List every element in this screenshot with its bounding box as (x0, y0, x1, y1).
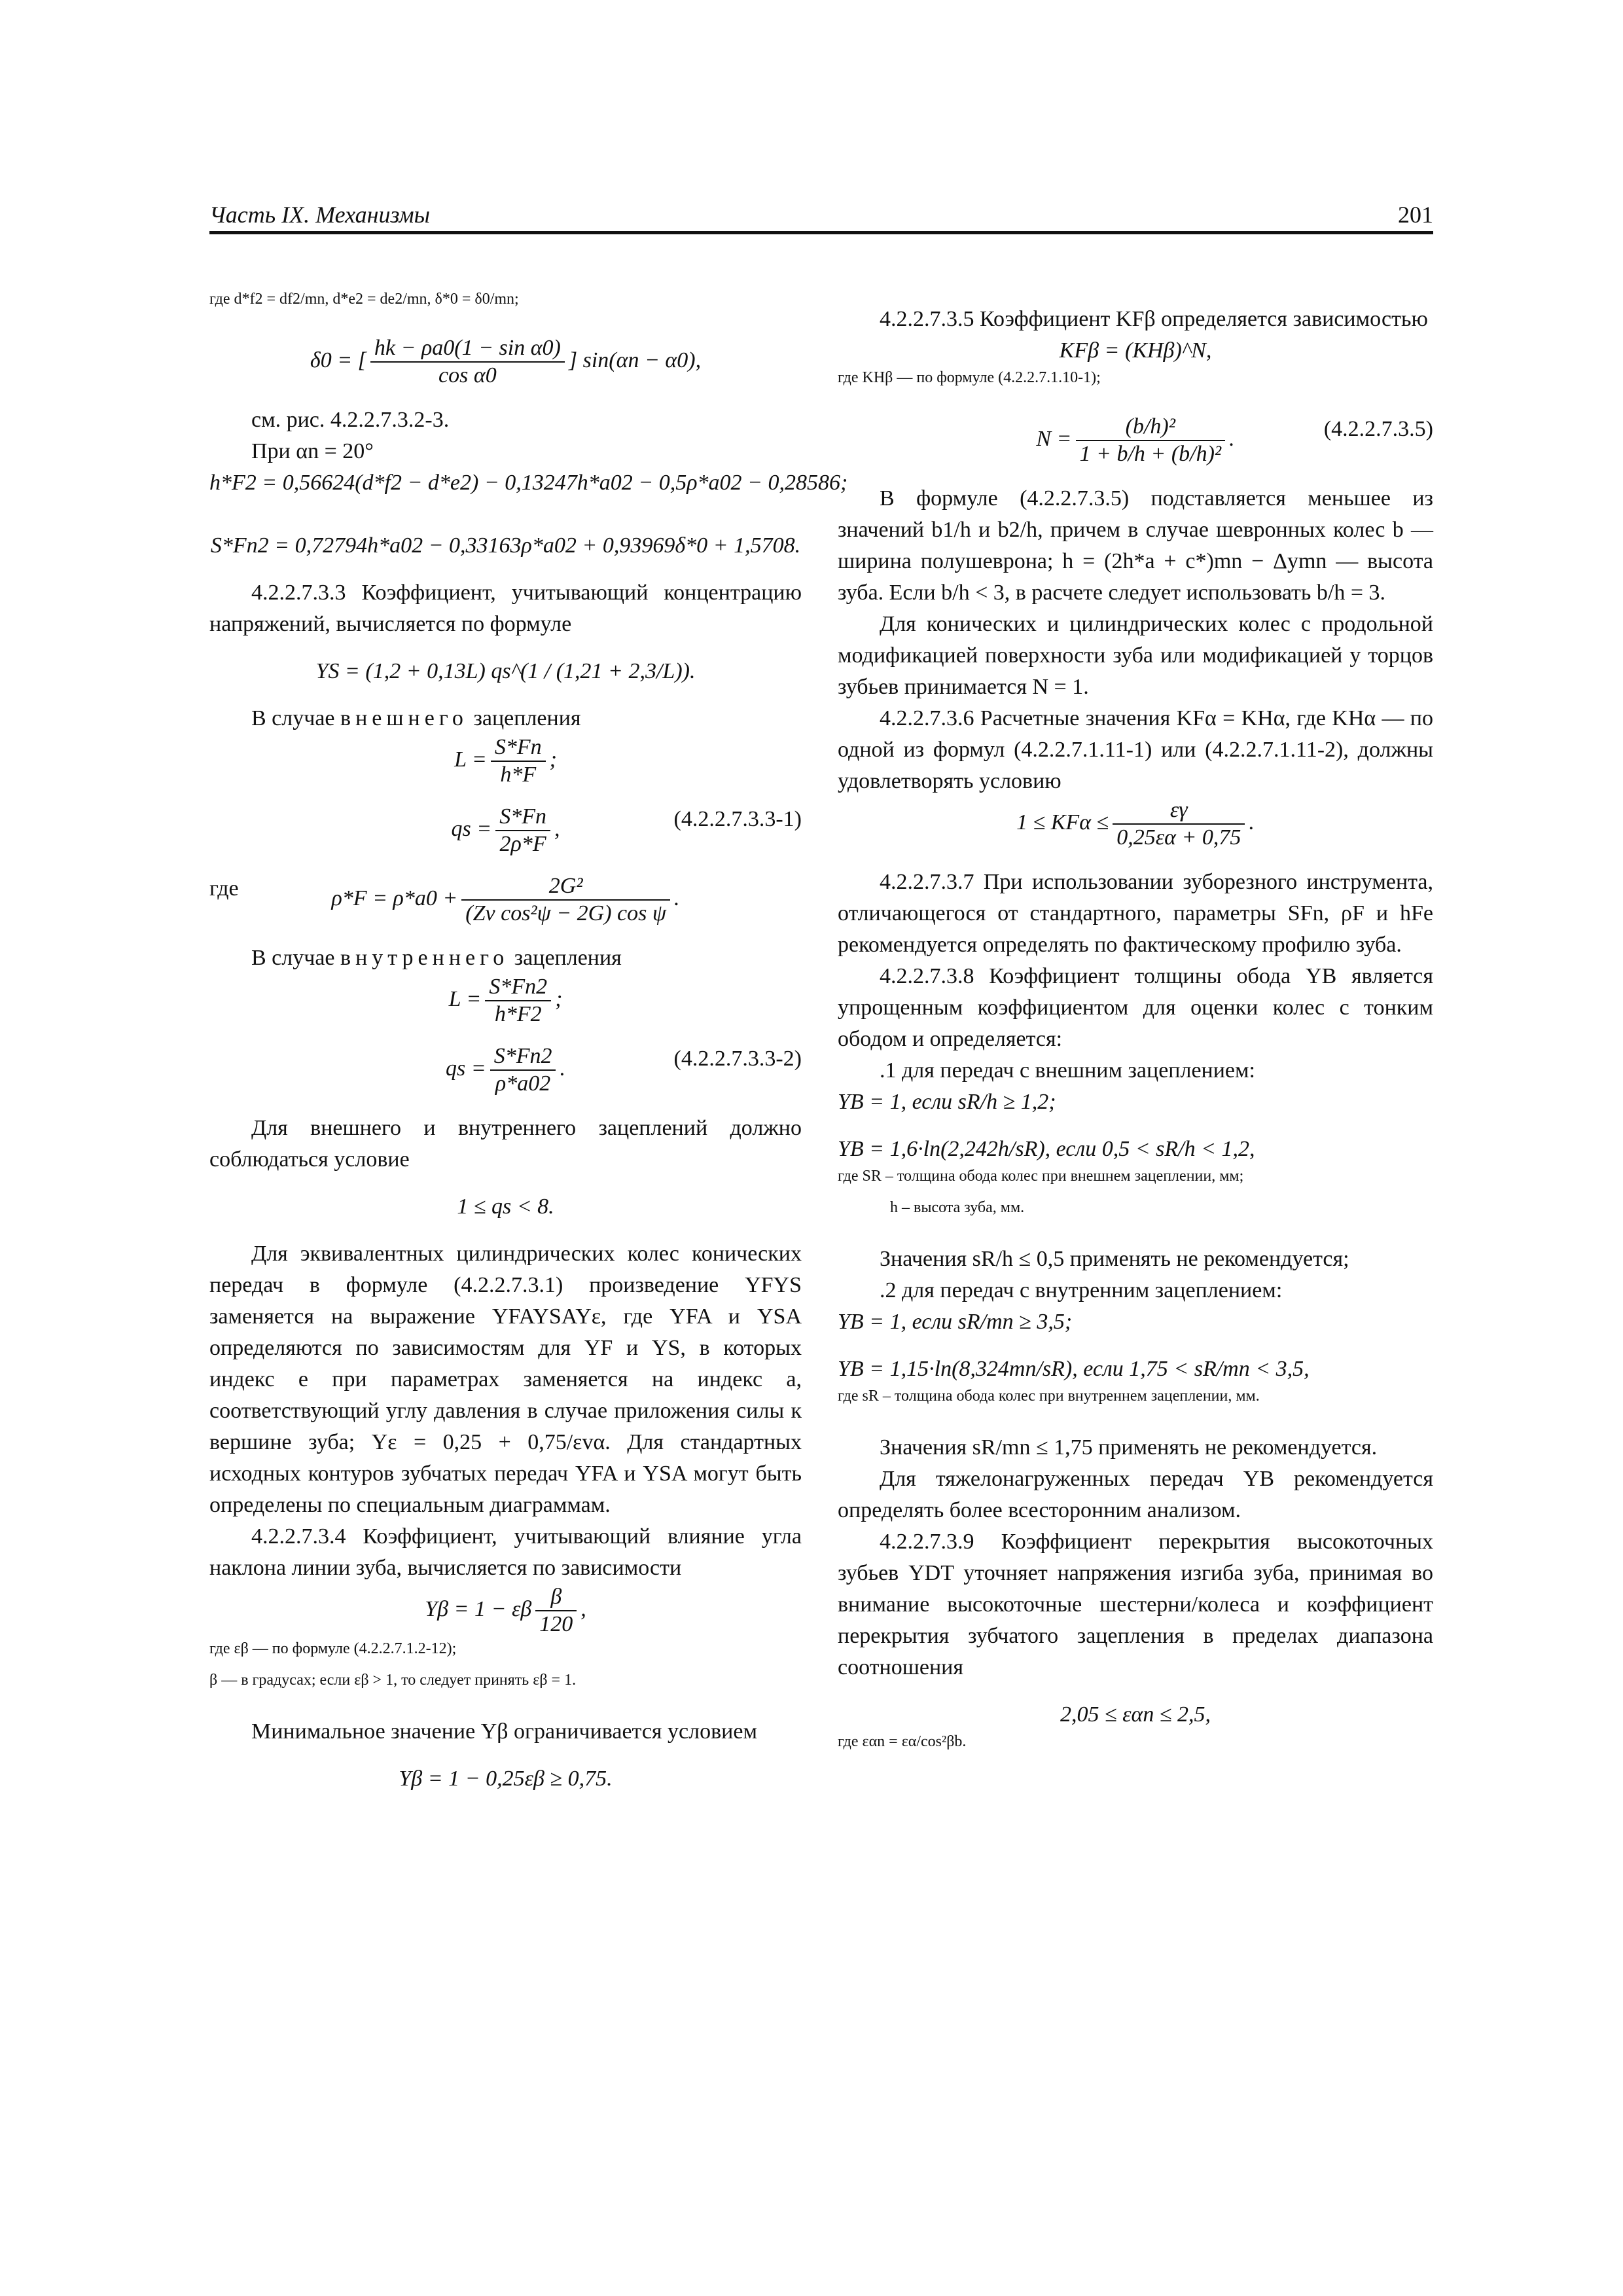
formula-part: ] sin(αn − α0), (568, 348, 702, 372)
value-note-2: Значения sR/mn ≤ 1,75 применять не рекомендуется. (880, 1435, 1378, 1460)
heading-text: В случае (251, 946, 335, 970)
formula-part: Yβ = 1 − εβ (425, 1596, 532, 1621)
page-header (209, 200, 1433, 234)
left-column (209, 288, 848, 1795)
kfbeta-note: где KHβ — по формуле (4.2.2.7.1.10-1); (838, 369, 1101, 386)
formula-part: δ0 = [ (310, 348, 366, 372)
where-label: где (209, 876, 239, 901)
paragraph-conic-gears: Для конических и цилиндрических колес с продольной модификацией поверхности зуба или модификацией у торцов зубьев принимается N = 1. (838, 612, 1433, 699)
formula-part: ; (555, 986, 563, 1011)
formula-part: L = (454, 747, 487, 772)
paragraph-4.2.2.7.3.7: 4.2.2.7.3.7 При использовании зуборезного инструмента, отличающегося от стандартного, параметры SFn, ρF и hFe рекомендуется определять по фактическому профилю зуба. (838, 870, 1433, 957)
denominator: h*F (500, 762, 537, 787)
formula-ys: YS = (1,2 + 0,13L) qs^(1 / (1,21 + 2,3/L)). (315, 659, 696, 683)
formula-yb-1: YB = 1, если sR/h ≥ 1,2; (838, 1090, 1056, 1114)
formula-qs-external (209, 804, 802, 857)
formula-part: . (674, 886, 680, 910)
sr-note-internal: где sR – толщина обода колес при внутреннем зацеплении, мм. (838, 1388, 1260, 1405)
formula-ybeta (209, 1584, 802, 1638)
formula-yb-3: YB = 1, если sR/mn ≥ 3,5; (838, 1310, 1073, 1334)
formula-delta0 (209, 335, 802, 389)
numerator: (b/h)² (1076, 414, 1226, 441)
denominator: cos α0 (438, 363, 497, 387)
numerator: S*Fn2 (490, 1043, 556, 1071)
denominator: 0,25εα + 0,75 (1116, 825, 1241, 850)
numerator: S*Fn (491, 734, 546, 762)
paragraph-4.2.2.7.3.4: 4.2.2.7.3.4 Коэффициент, учитывающий влияние угла наклона линии зуба, вычисляется по зависимости (209, 1524, 802, 1580)
formula-h: h*F2 = 0,56624(d*f2 − d*e2) − 0,13247h*a02 − 0,5ρ*a02 − 0,28586; (209, 471, 848, 495)
fraction (1076, 414, 1226, 467)
formula-N (838, 414, 1433, 467)
angle-condition: При αn = 20° (251, 439, 374, 463)
denominator: 1 + b/h + (b/h)² (1079, 442, 1222, 466)
numerator: S*Fn (495, 804, 550, 831)
epsilon-note: где εαn = εα/cos²βb. (838, 1733, 967, 1750)
heading-text: зацепления (514, 946, 622, 970)
ybeta-note-2: β — в градусах; если εβ > 1, то следует принять εβ = 1. (209, 1672, 577, 1689)
formula-ybeta-min: Yβ = 1 − 0,25εβ ≥ 0,75. (399, 1767, 613, 1791)
formula-part: . (560, 1056, 565, 1081)
paragraph-formula-note: В формуле (4.2.2.7.3.5) подставляется меньшее из значений b1/h и b2/h, причем в случае шевронных колес b — ширина полушеврона; h = (2h*a + c*)mn − Δymn — высота зуба. Если b/h < 3, в расчете следует использовать b/h = 3. (838, 486, 1433, 605)
denominator: (Zv cos²ψ − 2G) cos ψ (465, 901, 666, 925)
denominator: ρ*a02 (495, 1071, 551, 1096)
formula-range: 2,05 ≤ εαn ≤ 2,5, (1060, 1702, 1211, 1727)
running-title: Часть IX. Механизмы (209, 202, 430, 228)
heading-emphasis: внутреннего (340, 946, 509, 970)
fraction (461, 873, 670, 927)
numerator: S*Fn2 (485, 974, 551, 1001)
paragraph-4.2.2.7.3.6: 4.2.2.7.3.6 Расчетные значения KFα = KHα, где KHα — по одной из формул (4.2.2.7.1.11-1) или (4.2.2.7.1.11-2), должны удовлетворять условию (838, 706, 1433, 793)
fraction (485, 974, 551, 1028)
external-mesh-heading (209, 703, 802, 734)
denominator: h*F2 (494, 1002, 542, 1026)
page-number: 201 (1398, 202, 1433, 228)
definition-note: где d*f2 = df2/mn, d*e2 = de2/mn, δ*0 = δ0/mn; (209, 291, 519, 308)
list-item-2: .2 для передач с внутренним зацеплением: (880, 1278, 1283, 1302)
right-column (838, 288, 1433, 1762)
h-note: h – высота зуба, мм. (890, 1199, 1025, 1216)
list-item-1: .1 для передач с внешним зацеплением: (880, 1058, 1255, 1083)
formula-kfalpha (838, 797, 1433, 851)
internal-mesh-heading (209, 942, 802, 974)
paragraph-heavy-load: Для тяжелонагруженных передач YB рекомендуется определять более всесторонним анализом. (838, 1467, 1433, 1522)
paragraph-condition: Для внешнего и внутреннего зацеплений должно соблюдаться условие (209, 1116, 802, 1172)
formula-L-internal (209, 974, 802, 1028)
denominator: 2ρ*F (499, 832, 546, 856)
formula-part: N = (1036, 426, 1072, 451)
ybeta-note-1: где εβ — по формуле (4.2.2.7.1.2-12); (209, 1640, 457, 1657)
formula-part: qs = (451, 816, 492, 841)
formula-part: qs = (446, 1056, 486, 1081)
formula-part: L = (448, 986, 482, 1011)
figure-reference: см. рис. 4.2.2.7.3.2-3. (251, 408, 450, 432)
numerator: εγ (1113, 797, 1245, 825)
fraction (1113, 797, 1245, 851)
paragraph-equivalent-gears: Для эквивалентных цилиндрических колес конических передач в формуле (4.2.2.7.3.1) произведение YFYS заменяется на выражение YFAYSAYε, где YFA и YSA определяются по зависимостям для YF и YS, в которых индекс e при параметрах заменяется на индекс a, соответствующий углу давления в случае приложения силы к вершине зуба; Yε = 0,25 + 0,75/εvα. Для стандартных исходных контуров зубчатых передач YFA и YSA могут быть определены по специальным диаграммам. (209, 1242, 802, 1517)
fraction (491, 734, 546, 788)
formula-L-external (209, 734, 802, 788)
formula-qs-internal (209, 1043, 802, 1097)
value-note-1: Значения sR/h ≤ 0,5 применять не рекомендуется; (880, 1247, 1349, 1271)
paragraph-4.2.2.7.3.5: 4.2.2.7.3.5 Коэффициент KFβ определяется зависимостью (880, 307, 1428, 331)
formula-yb-2: YB = 1,6·ln(2,242h/sR), если 0,5 < sR/h < 1,2, (838, 1137, 1255, 1161)
formula-rho (209, 873, 802, 927)
formula-part: ; (549, 747, 557, 772)
paragraph-4.2.2.7.3.9: 4.2.2.7.3.9 Коэффициент перекрытия высокоточных зубьев YDT уточняет напряжения изгиба зуба, принимая во внимание высокоточные шестерни/колеса и коэффициент перекрытия зубчатого зацепления в пределах диапазона соотношения (838, 1530, 1433, 1679)
numerator: 2G² (461, 873, 670, 901)
paragraph-minimum: Минимальное значение Yβ ограничивается условием (251, 1719, 757, 1744)
heading-text: В случае (251, 706, 335, 730)
denominator: 120 (539, 1612, 573, 1636)
formula-s: S*Fn2 = 0,72794h*a02 − 0,33163ρ*a02 + 0,93969δ*0 + 1,5708. (210, 533, 801, 558)
formula-part: . (1249, 810, 1255, 834)
fraction (535, 1584, 577, 1638)
formula-part: . (1229, 426, 1235, 451)
heading-emphasis: внешнего (340, 706, 468, 730)
formula-part: ρ*F = ρ*a0 + (331, 886, 458, 910)
equation-number: (4.2.2.7.3.3-1) (673, 807, 802, 831)
fraction (370, 335, 565, 389)
heading-text: зацепления (473, 706, 581, 730)
fraction (490, 1043, 556, 1097)
formula-part: 1 ≤ KFα ≤ (1016, 810, 1109, 834)
paragraph-4.2.2.7.3.8: 4.2.2.7.3.8 Коэффициент толщины обода YB является упрощенным коэффициентом для оценки колес с тонким ободом и определяется: (838, 964, 1433, 1051)
numerator: hk − ρa0(1 − sin α0) (370, 335, 565, 363)
formula-condition: 1 ≤ qs < 8. (457, 1194, 554, 1219)
equation-number: (4.2.2.7.3.3-2) (673, 1047, 802, 1071)
sr-note-external: где SR – толщина обода колес при внешнем зацеплении, мм; (838, 1168, 1244, 1185)
paragraph-4.2.2.7.3.3: 4.2.2.7.3.3 Коэффициент, учитывающий концентрацию напряжений, вычисляется по формуле (209, 581, 802, 636)
fraction (495, 804, 550, 857)
numerator: β (535, 1584, 577, 1611)
equation-number: (4.2.2.7.3.5) (1323, 417, 1433, 441)
formula-part: , (554, 816, 560, 841)
formula-part: , (580, 1596, 586, 1621)
formula-kfbeta: KFβ = (KHβ)^N, (1059, 338, 1212, 363)
formula-yb-4: YB = 1,15·ln(8,324mn/sR), если 1,75 < sR/mn < 3,5, (838, 1357, 1310, 1381)
